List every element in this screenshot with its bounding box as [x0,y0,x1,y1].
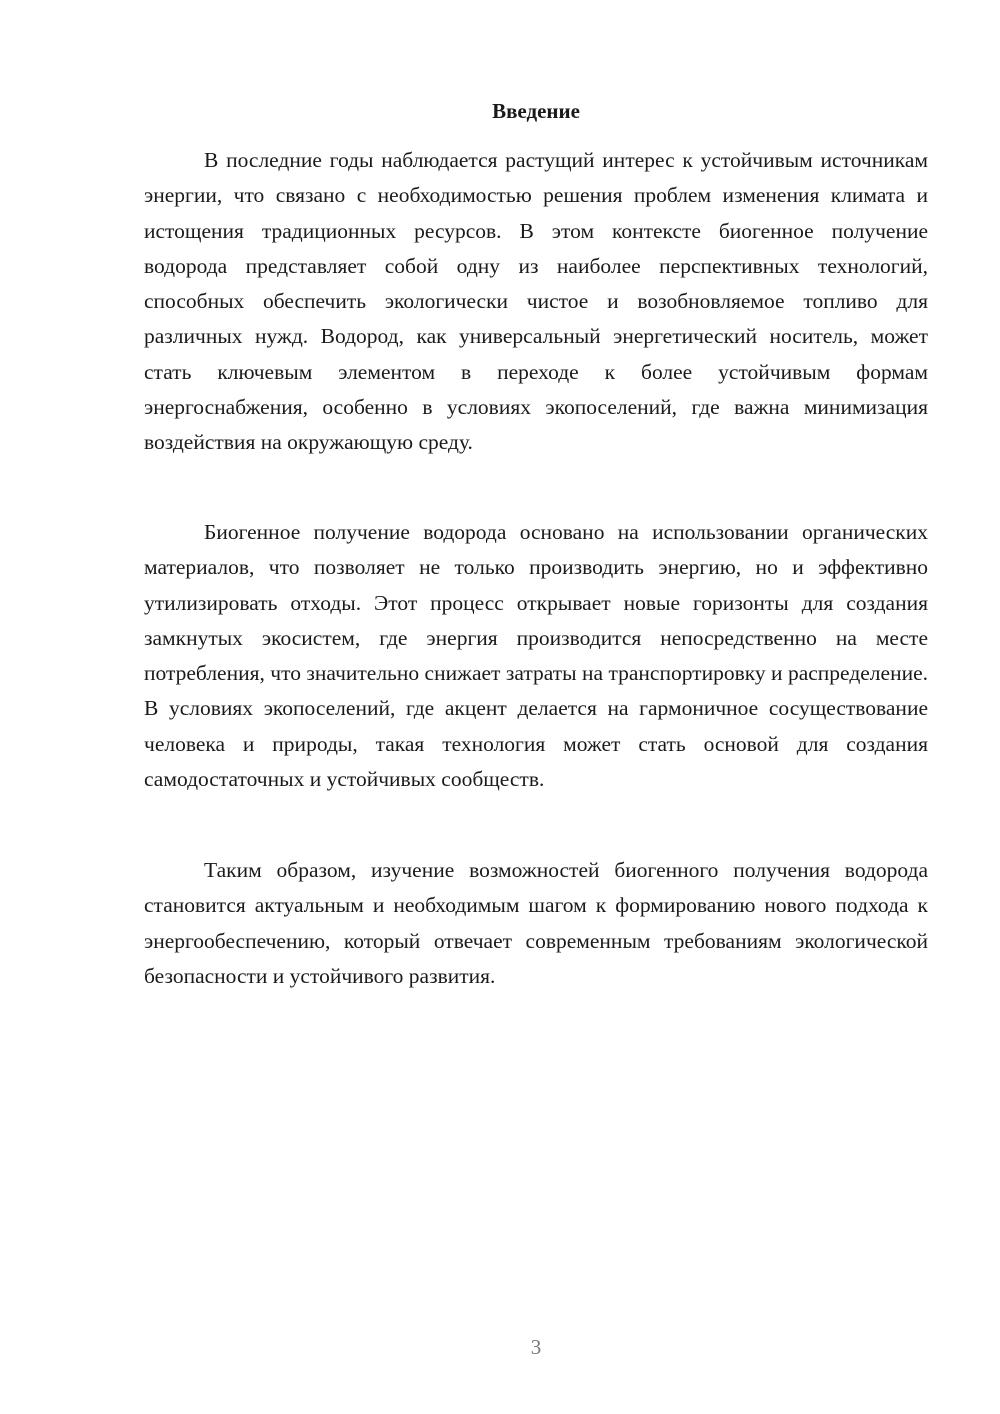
paragraph-3: Таким образом, изучение возможностей биогенного получения водорода становится актуальным и необходимым шагом к формированию нового подхода к энергообеспечению, который отвечает современным требованиям экологической безопасности и устойчивого развития. [144,858,928,988]
section-heading: Введение [492,99,580,123]
paragraph-2: Биогенное получение водорода основано на использовании органических материалов, что позволяет не только производить энергию, но и эффективно утилизировать отходы. Этот процесс открывает новые горизонты для создания замкнутых экосистем, где энергия производится непосредственно на месте потребления, что значительно снижает затраты на транспортировку и распределение. В условиях экопоселений, где акцент делается на гармоничное сосуществование человека и природы, такая технология может стать основой для создания самодостаточных и устойчивых сообществ. [144,520,928,792]
page-number: 3 [530,1335,542,1359]
paragraph-1: В последние годы наблюдается растущий интерес к устойчивым источникам энергии, что связано с необходимостью решения проблем изменения климата и истощения традиционных ресурсов. В этом контексте биогенное получение водорода представляет собой одну из наиболее перспективных технологий, способных обеспечить экологически чистое и возобновляемое топливо для различных нужд. Водород, как универсальный энергетический носитель, может стать ключевым элементом в переходе к более устойчивым формам энергоснабжения, особенно в условиях экопоселений, где важна минимизация воздействия на окружающую среду. [144,148,928,455]
